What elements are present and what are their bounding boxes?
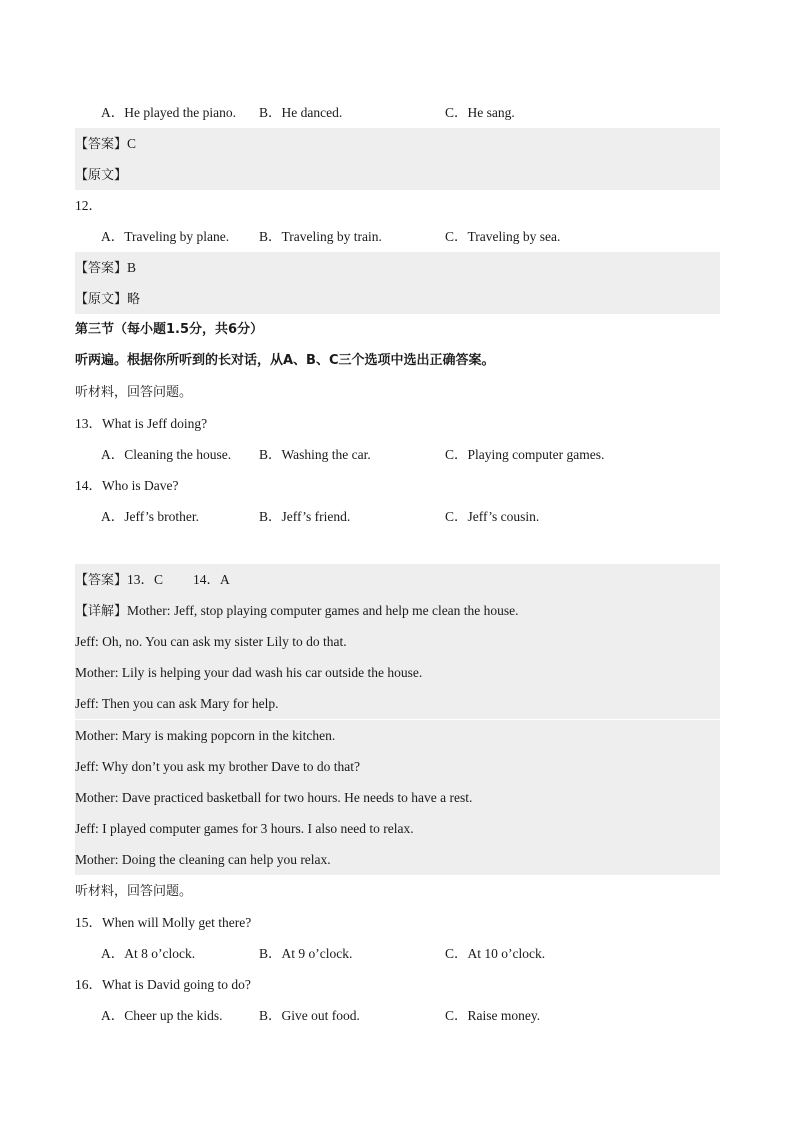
q13-question: 13．What is Jeff doing? (75, 416, 208, 431)
answer-value: B (127, 260, 137, 275)
q11-option-a: A．He played the piano. (101, 105, 236, 120)
q15-question: 15．When will Molly get there? (75, 915, 252, 930)
source-value: 略 (127, 292, 141, 307)
source-tag: 【原文】 (75, 292, 128, 307)
q15-option-c: C．At 10 o’clock. (445, 946, 546, 961)
dialogue-text: Mother: Jeff, stop playing computer games and help me clean the house. (127, 603, 519, 618)
q16-options (75, 1000, 720, 1031)
section-instruction: 听两遍。根据你所听到的长对话，从A、B、C三个选项中选出正确答案。 (75, 353, 495, 368)
answer-13-14 (75, 564, 720, 595)
answer-tag: 【答案】 (75, 261, 128, 276)
q14-option-a: A．Jeff’s brother. (101, 509, 199, 524)
q16-option-c: C．Raise money. (445, 1008, 541, 1023)
q12-option-c: C．Traveling by sea. (445, 229, 561, 244)
q15-options (75, 938, 720, 969)
q11-answer (75, 128, 720, 159)
q14-options (75, 501, 720, 532)
q16-option-a: A．Cheer up the kids. (101, 1008, 223, 1023)
q12-option-a: A．Traveling by plane. (101, 229, 230, 244)
q12-source (75, 283, 720, 314)
answer-tag: 【答案】 (75, 137, 128, 152)
q15-option-a: A．At 8 o’clock. (101, 946, 196, 961)
detail-line: Mother: Dave practiced basketball for two hours. He needs to have a rest. (75, 782, 720, 813)
answer-14: 14．A (193, 572, 230, 587)
q11-source (75, 159, 720, 190)
answer-13: 13．C (127, 572, 164, 587)
material-prompt: 听材料，回答问题。 (75, 385, 193, 400)
detail-line: Mother: Doing the cleaning can help you relax. (75, 844, 720, 875)
detail-line: Jeff: Oh, no. You can ask my sister Lily to do that. (75, 626, 720, 657)
q13-option-a: A．Cleaning the house. (101, 447, 232, 462)
q15-option-b: B．At 9 o’clock. (259, 946, 353, 961)
q16-option-b: B．Give out food. (259, 1008, 360, 1023)
detail-line: Jeff: Why don’t you ask my brother Dave to do that? (75, 751, 720, 782)
q16-question: 16．What is David going to do? (75, 977, 251, 992)
section-title: 第三节（每小题1.5分，共6分） (75, 322, 264, 337)
q12-number: 12． (75, 198, 102, 213)
q11-option-c: C．He sang. (445, 105, 515, 120)
q13-option-c: C．Playing computer games. (445, 447, 605, 462)
q12-options (75, 221, 720, 252)
source-tag: 【原文】 (75, 168, 128, 183)
detail-line (75, 595, 720, 626)
answer-tag: 【答案】 (75, 573, 128, 588)
material-prompt: 听材料，回答问题。 (75, 884, 193, 899)
q12-option-b: B．Traveling by train. (259, 229, 382, 244)
q12-answer (75, 252, 720, 283)
q14-question: 14．Who is Dave? (75, 478, 179, 493)
q13-options (75, 439, 720, 470)
q11-option-b: B．He danced. (259, 105, 343, 120)
q14-option-b: B．Jeff’s friend. (259, 509, 351, 524)
q13-option-b: B．Washing the car. (259, 447, 371, 462)
detail-line: Mother: Mary is making popcorn in the kitchen. (75, 720, 720, 751)
q14-option-c: C．Jeff’s cousin. (445, 509, 540, 524)
detail-line: Mother: Lily is helping your dad wash his car outside the house. (75, 657, 720, 688)
answer-value: C (127, 136, 137, 151)
detail-line: Jeff: Then you can ask Mary for help. (75, 688, 720, 719)
detail-tag: 【详解】 (75, 604, 128, 619)
detail-line: Jeff: I played computer games for 3 hours. I also need to relax. (75, 813, 720, 844)
q11-options (75, 97, 720, 128)
